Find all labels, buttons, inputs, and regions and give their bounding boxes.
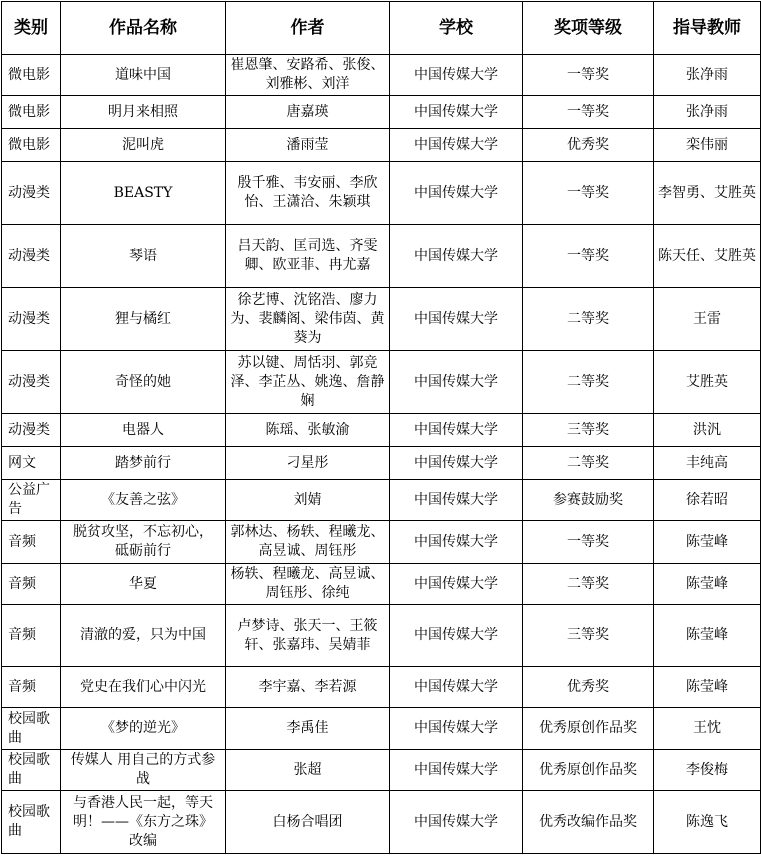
teacher-cell: 陈莹峰 bbox=[654, 564, 761, 605]
table-row bbox=[2, 129, 761, 162]
work-name-cell: 清澈的爱，只为中国 bbox=[61, 605, 226, 667]
category-cell: 动漫类 bbox=[2, 225, 61, 288]
header-work-name: 作品名称 bbox=[61, 2, 226, 55]
school-cell: 中国传媒大学 bbox=[390, 225, 523, 288]
category-cell: 微电影 bbox=[2, 129, 61, 162]
table-row bbox=[2, 521, 761, 564]
table-row bbox=[2, 605, 761, 667]
category-cell: 校园歌曲 bbox=[2, 708, 61, 750]
category-cell: 校园歌曲 bbox=[2, 750, 61, 791]
work-name-cell: 与香港人民一起，等天明！——《东方之珠》改编 bbox=[61, 791, 226, 854]
work-name-cell: 琴语 bbox=[61, 225, 226, 288]
category-cell: 网文 bbox=[2, 447, 61, 480]
category-cell: 校园歌曲 bbox=[2, 791, 61, 854]
school-cell: 中国传媒大学 bbox=[390, 129, 523, 162]
award-cell: 优秀原创作品奖 bbox=[523, 708, 654, 750]
category-cell: 动漫类 bbox=[2, 414, 61, 447]
header-teacher: 指导教师 bbox=[654, 2, 761, 55]
work-name-cell: 明月来相照 bbox=[61, 96, 226, 129]
table-row bbox=[2, 414, 761, 447]
award-cell: 一等奖 bbox=[523, 55, 654, 96]
author-cell: 白杨合唱团 bbox=[226, 791, 390, 854]
author-cell: 卢梦诗、张天一、王筱轩、张嘉玮、吴婧菲 bbox=[226, 605, 390, 667]
school-cell: 中国传媒大学 bbox=[390, 521, 523, 564]
header-award-level: 奖项等级 bbox=[523, 2, 654, 55]
award-cell: 二等奖 bbox=[523, 351, 654, 414]
school-cell: 中国传媒大学 bbox=[390, 791, 523, 854]
award-cell: 优秀改编作品奖 bbox=[523, 791, 654, 854]
work-name-cell: 奇怪的她 bbox=[61, 351, 226, 414]
table-row bbox=[2, 791, 761, 854]
category-cell: 动漫类 bbox=[2, 351, 61, 414]
school-cell: 中国传媒大学 bbox=[390, 708, 523, 750]
school-cell: 中国传媒大学 bbox=[390, 564, 523, 605]
header-row bbox=[2, 2, 761, 55]
category-cell: 动漫类 bbox=[2, 162, 61, 225]
header-school: 学校 bbox=[390, 2, 523, 55]
header-category: 类别 bbox=[2, 2, 61, 55]
work-name-cell: 泥叫虎 bbox=[61, 129, 226, 162]
award-cell: 优秀奖 bbox=[523, 667, 654, 708]
author-cell: 陈瑶、张敏渝 bbox=[226, 414, 390, 447]
teacher-cell: 丰纯高 bbox=[654, 447, 761, 480]
category-cell: 公益广告 bbox=[2, 480, 61, 521]
author-cell: 刘婧 bbox=[226, 480, 390, 521]
award-cell: 三等奖 bbox=[523, 605, 654, 667]
teacher-cell: 艾胜英 bbox=[654, 351, 761, 414]
author-cell: 潘雨莹 bbox=[226, 129, 390, 162]
award-cell: 一等奖 bbox=[523, 162, 654, 225]
author-cell: 苏以键、周恬羽、郭竞泽、李芷丛、姚逸、詹静娴 bbox=[226, 351, 390, 414]
award-cell: 一等奖 bbox=[523, 521, 654, 564]
award-cell: 参赛鼓励奖 bbox=[523, 480, 654, 521]
work-name-cell: 传媒人 用自己的方式参战 bbox=[61, 750, 226, 791]
table-row bbox=[2, 55, 761, 96]
table-row bbox=[2, 708, 761, 750]
table-row bbox=[2, 447, 761, 480]
category-cell: 音频 bbox=[2, 564, 61, 605]
teacher-cell: 李俊梅 bbox=[654, 750, 761, 791]
school-cell: 中国传媒大学 bbox=[390, 162, 523, 225]
school-cell: 中国传媒大学 bbox=[390, 480, 523, 521]
table-row bbox=[2, 96, 761, 129]
teacher-cell: 徐若昭 bbox=[654, 480, 761, 521]
teacher-cell: 栾伟丽 bbox=[654, 129, 761, 162]
award-cell: 一等奖 bbox=[523, 96, 654, 129]
author-cell: 张超 bbox=[226, 750, 390, 791]
teacher-cell: 陈天任、艾胜英 bbox=[654, 225, 761, 288]
teacher-cell: 陈莹峰 bbox=[654, 521, 761, 564]
school-cell: 中国传媒大学 bbox=[390, 288, 523, 351]
table-row bbox=[2, 225, 761, 288]
work-name-cell: 华夏 bbox=[61, 564, 226, 605]
work-name-cell: 电器人 bbox=[61, 414, 226, 447]
school-cell: 中国传媒大学 bbox=[390, 55, 523, 96]
award-cell: 二等奖 bbox=[523, 447, 654, 480]
school-cell: 中国传媒大学 bbox=[390, 750, 523, 791]
work-name-cell: 党史在我们心中闪光 bbox=[61, 667, 226, 708]
author-cell: 杨轶、程曦龙、高昱诚、周钰彤、徐纯 bbox=[226, 564, 390, 605]
school-cell: 中国传媒大学 bbox=[390, 667, 523, 708]
table-row bbox=[2, 162, 761, 225]
header-author: 作者 bbox=[226, 2, 390, 55]
teacher-cell: 张净雨 bbox=[654, 96, 761, 129]
author-cell: 殷千雅、韦安丽、李欣怡、王潇洽、朱颖琪 bbox=[226, 162, 390, 225]
award-cell: 一等奖 bbox=[523, 225, 654, 288]
work-name-cell: 道味中国 bbox=[61, 55, 226, 96]
table-row bbox=[2, 351, 761, 414]
teacher-cell: 陈莹峰 bbox=[654, 667, 761, 708]
author-cell: 郭林达、杨轶、程曦龙、高昱诚、周钰彤 bbox=[226, 521, 390, 564]
awards-table bbox=[1, 1, 761, 854]
work-name-cell: 《梦的逆光》 bbox=[61, 708, 226, 750]
author-cell: 徐艺博、沈铭浩、廖力为、裴麟阁、梁伟茵、黄葵为 bbox=[226, 288, 390, 351]
school-cell: 中国传媒大学 bbox=[390, 96, 523, 129]
work-name-cell: 踏梦前行 bbox=[61, 447, 226, 480]
award-cell: 二等奖 bbox=[523, 564, 654, 605]
table-row bbox=[2, 564, 761, 605]
teacher-cell: 李智勇、艾胜英 bbox=[654, 162, 761, 225]
table-row bbox=[2, 667, 761, 708]
work-name-cell: BEASTY bbox=[61, 162, 226, 225]
award-cell: 三等奖 bbox=[523, 414, 654, 447]
author-cell: 刁星彤 bbox=[226, 447, 390, 480]
author-cell: 吕天韵、匡司选、齐雯卿、欧亚菲、冉尤嘉 bbox=[226, 225, 390, 288]
author-cell: 李宇嘉、李若源 bbox=[226, 667, 390, 708]
teacher-cell: 洪汎 bbox=[654, 414, 761, 447]
award-cell: 优秀奖 bbox=[523, 129, 654, 162]
teacher-cell: 陈逸飞 bbox=[654, 791, 761, 854]
category-cell: 音频 bbox=[2, 521, 61, 564]
school-cell: 中国传媒大学 bbox=[390, 351, 523, 414]
teacher-cell: 王雷 bbox=[654, 288, 761, 351]
school-cell: 中国传媒大学 bbox=[390, 414, 523, 447]
category-cell: 微电影 bbox=[2, 96, 61, 129]
table-row bbox=[2, 750, 761, 791]
school-cell: 中国传媒大学 bbox=[390, 447, 523, 480]
school-cell: 中国传媒大学 bbox=[390, 605, 523, 667]
category-cell: 微电影 bbox=[2, 55, 61, 96]
work-name-cell: 狸与橘红 bbox=[61, 288, 226, 351]
category-cell: 动漫类 bbox=[2, 288, 61, 351]
teacher-cell: 陈莹峰 bbox=[654, 605, 761, 667]
work-name-cell: 《友善之弦》 bbox=[61, 480, 226, 521]
category-cell: 音频 bbox=[2, 605, 61, 667]
author-cell: 崔恩肇、安路希、张俊、刘雅彬、刘洋 bbox=[226, 55, 390, 96]
author-cell: 唐嘉瑛 bbox=[226, 96, 390, 129]
teacher-cell: 王忱 bbox=[654, 708, 761, 750]
award-cell: 二等奖 bbox=[523, 288, 654, 351]
category-cell: 音频 bbox=[2, 667, 61, 708]
author-cell: 李禹佳 bbox=[226, 708, 390, 750]
award-cell: 优秀原创作品奖 bbox=[523, 750, 654, 791]
work-name-cell: 脱贫攻坚，不忘初心，砥砺前行 bbox=[61, 521, 226, 564]
teacher-cell: 张净雨 bbox=[654, 55, 761, 96]
table-row bbox=[2, 288, 761, 351]
table-row bbox=[2, 480, 761, 521]
